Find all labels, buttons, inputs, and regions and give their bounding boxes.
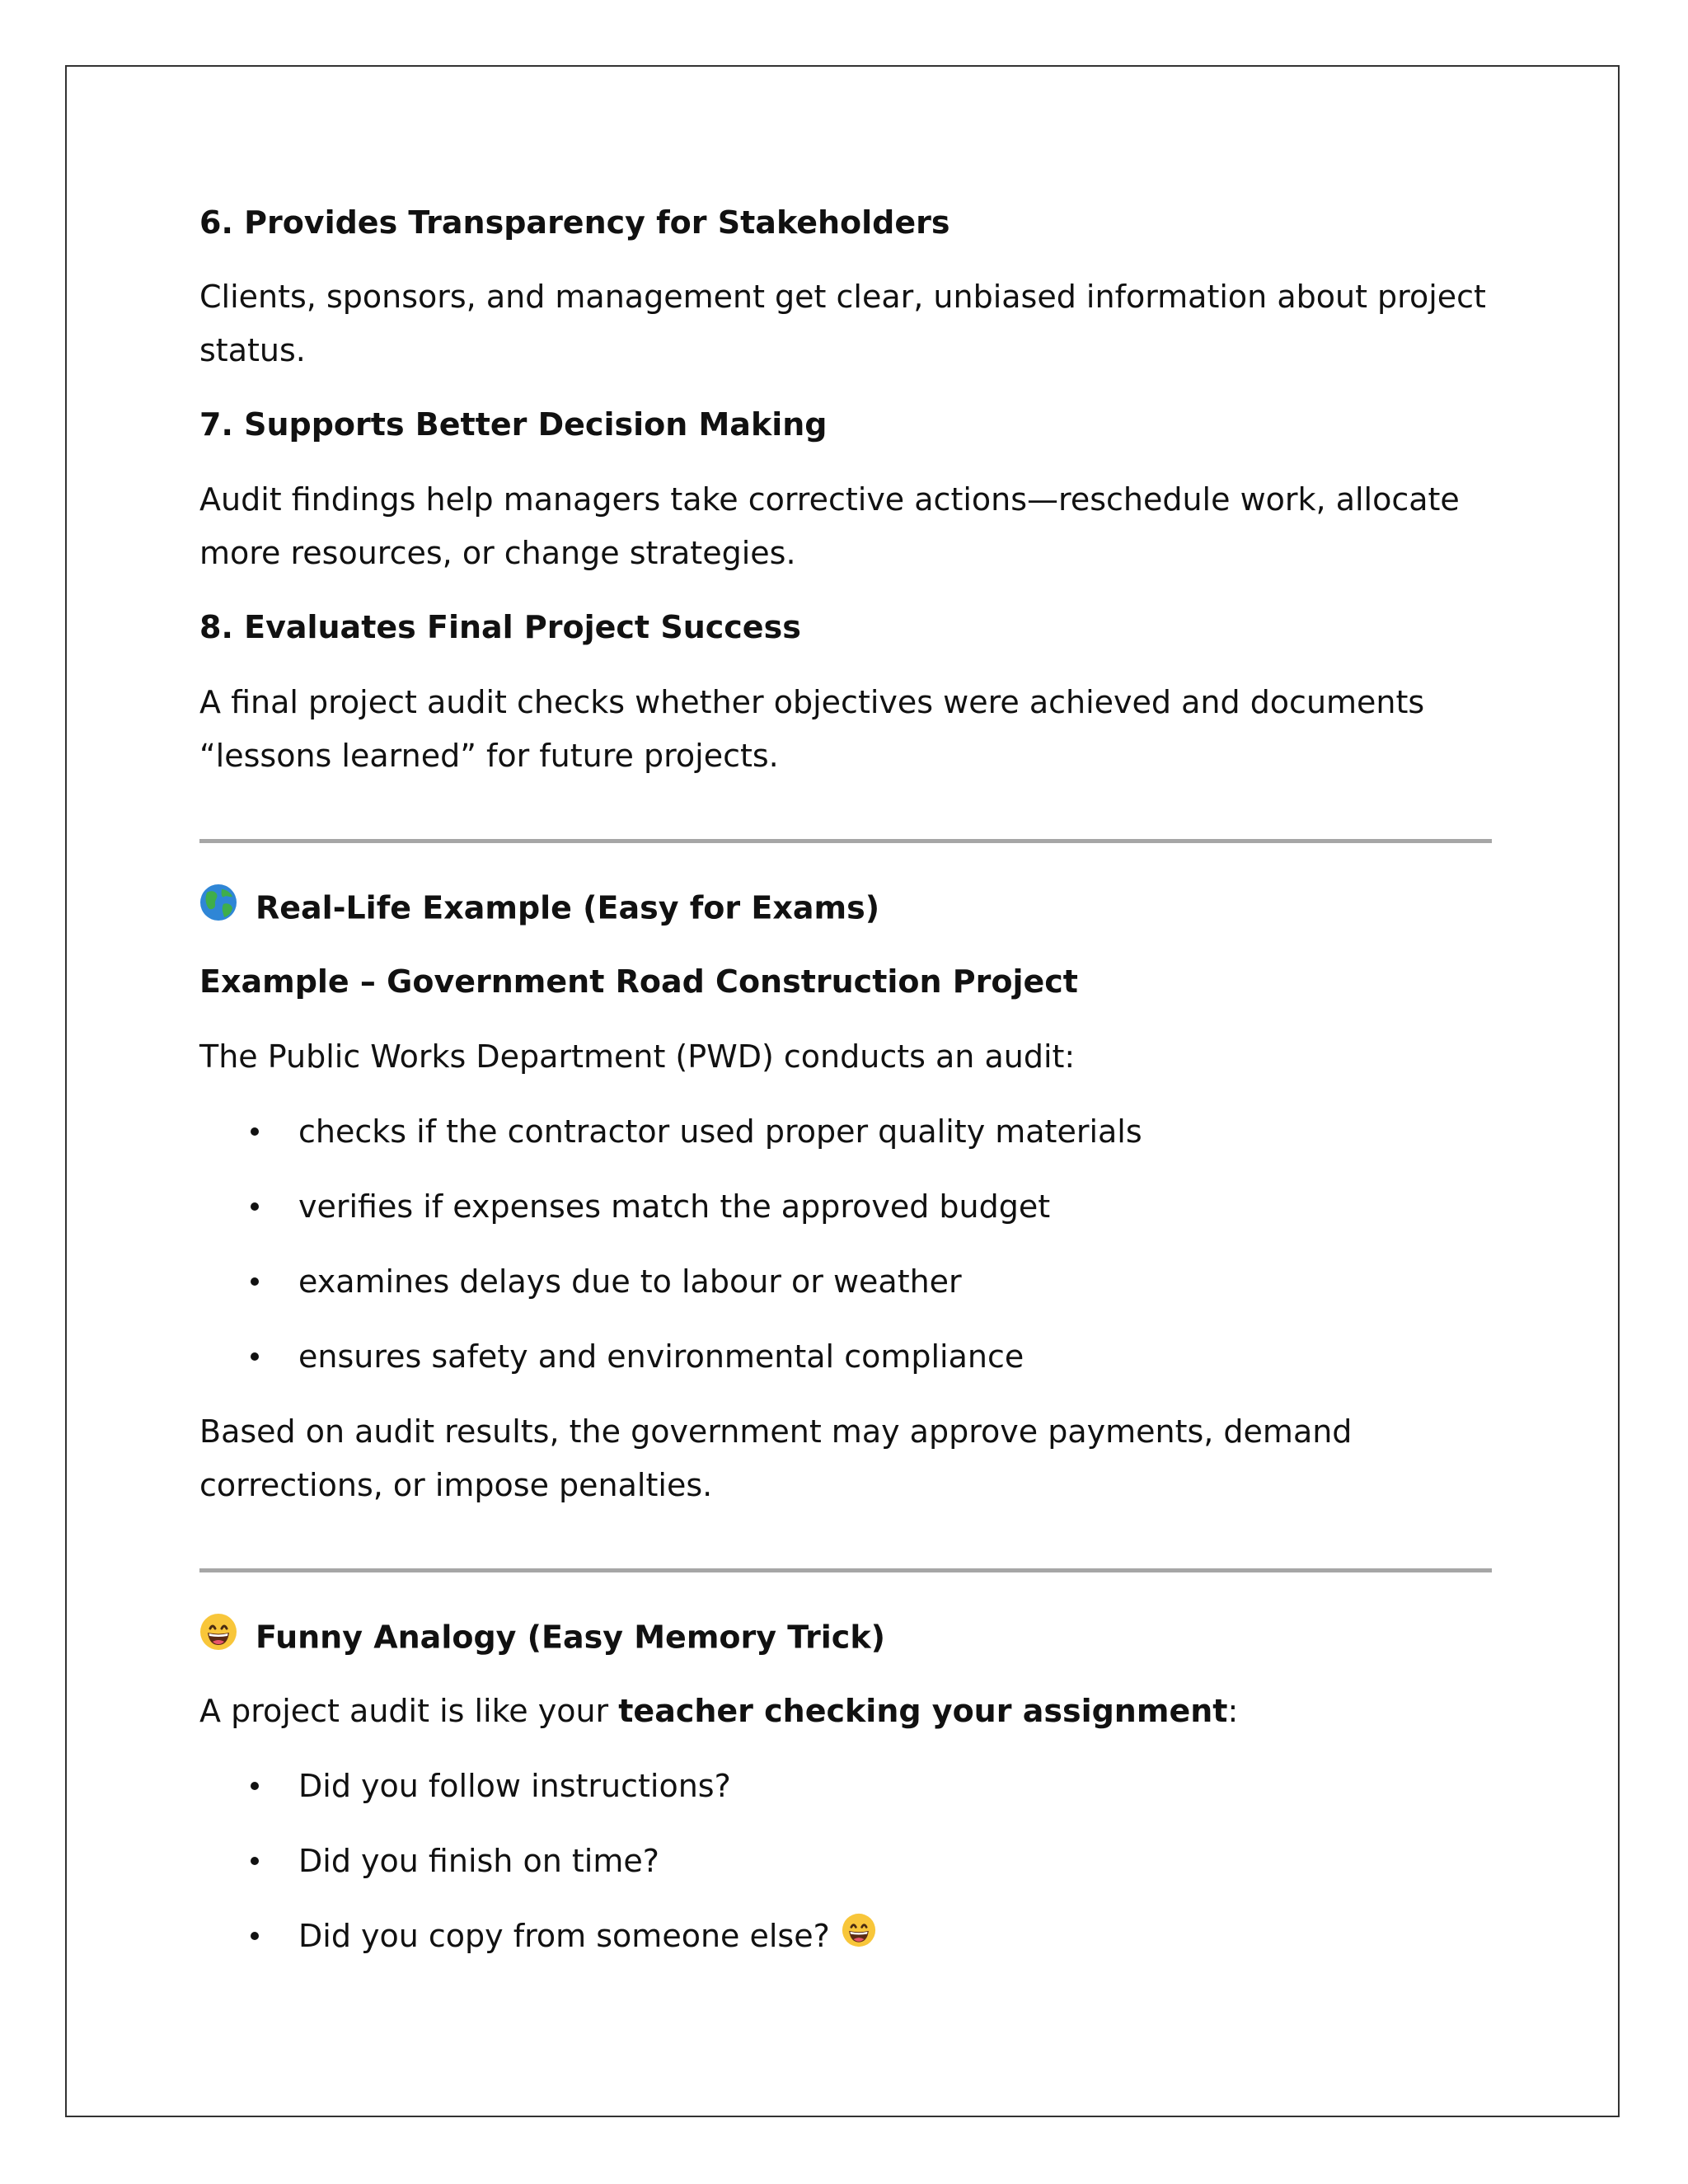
example-conclusion: Based on audit results, the government may approve payments, demand corrections, or impose penalties. (199, 1413, 1353, 1503)
example-heading (199, 886, 1493, 934)
bullet-icon (251, 1202, 259, 1211)
bullet-icon (251, 1857, 259, 1865)
section-divider (199, 839, 1492, 843)
analogy-heading-text: Funny Analogy (Easy Memory Trick) (256, 1619, 885, 1656)
bullet-icon (251, 1932, 259, 1940)
section-divider (199, 1568, 1492, 1572)
bullet-icon (251, 1277, 259, 1286)
globe-icon (199, 883, 237, 931)
section-7-body: Audit findings help managers take corrective actions—reschedule work, allocate more resources, or change strategies. (199, 481, 1460, 571)
grinning-face-icon (199, 1613, 237, 1661)
bullet-icon (251, 1782, 259, 1790)
section-7-heading: 7. Supports Better Decision Making (199, 406, 828, 443)
section-8-heading: 8. Evaluates Final Project Success (199, 609, 801, 645)
section-8-body: A final project audit checks whether objectives were achieved and documents “lessons learned” for future projects. (199, 684, 1425, 774)
analogy-intro-bold: teacher checking your assignment (618, 1693, 1228, 1729)
grinning-face-icon (842, 1913, 876, 1957)
bullet-icon (251, 1352, 259, 1361)
section-6-body: Clients, sponsors, and management get clear, unbiased information about project status. (199, 279, 1486, 368)
analogy-heading (199, 1615, 1493, 1663)
example-heading-text: Real-Life Example (Easy for Exams) (256, 889, 880, 926)
example-subtitle: Example – Government Road Construction Project (199, 963, 1078, 1000)
analogy-intro: A project audit is like your teacher checking your assignment: (199, 1693, 1239, 1729)
bullet-icon (251, 1127, 259, 1136)
section-6-heading: 6. Provides Transparency for Stakeholders (199, 204, 950, 241)
example-intro: The Public Works Department (PWD) conducts an audit: (199, 1038, 1076, 1075)
